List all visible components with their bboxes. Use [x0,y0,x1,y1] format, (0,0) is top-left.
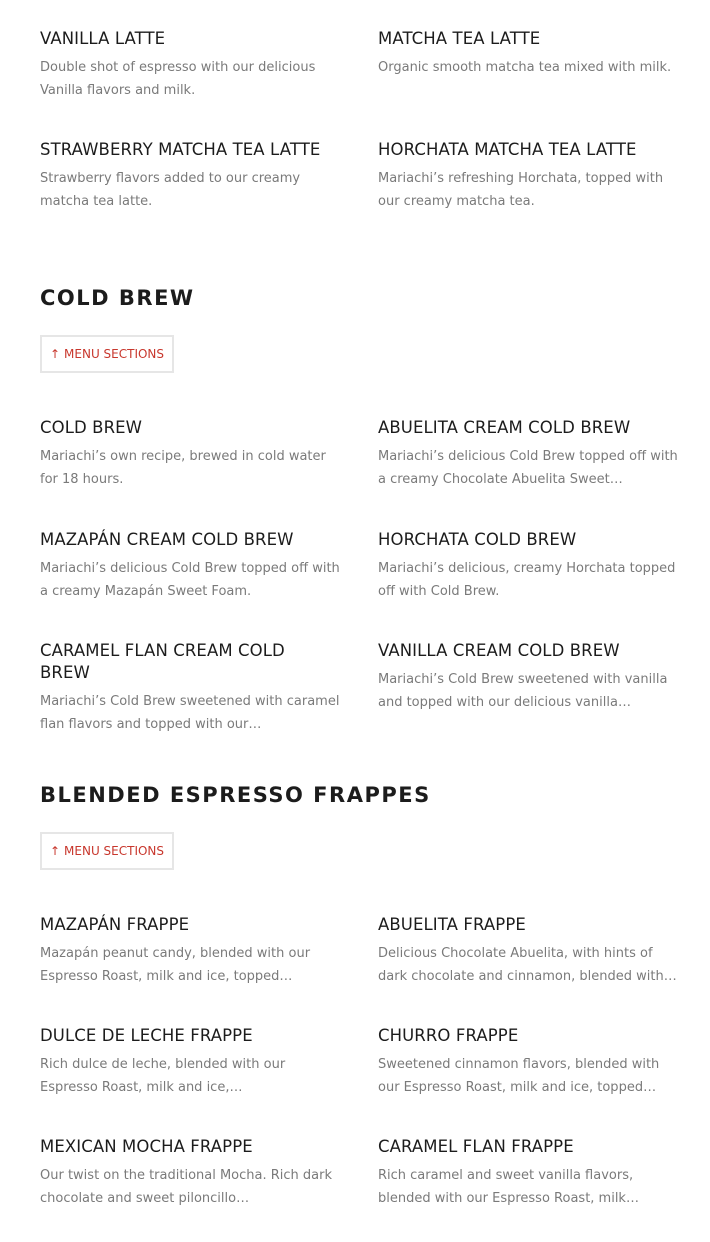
menu-item[interactable] [378,28,678,139]
menu-item[interactable] [40,640,340,770]
menu-item[interactable] [40,28,340,139]
menu-item[interactable] [40,1025,340,1136]
menu-item-description: Our twist on the traditional Mocha. Rich dark chocolate and sweet piloncillo… [40,1168,333,1206]
menu-item-description: Mariachi’s delicious Cold Brew topped off with a creamy Mazapán Sweet Foam. [40,561,340,599]
section-frappes [40,770,677,1216]
menu-item-description: Strawberry flavors added to our creamy matcha tea latte. [40,171,301,209]
menu-item-description: Delicious Chocolate Abuelita, with hints of dark chocolate and cinnamon, blended with… [378,946,677,984]
menu-item-title[interactable]: DULCE DE LECHE FRAPPE [40,1026,253,1045]
menu-item[interactable] [378,529,678,640]
menu-item-title[interactable]: COLD BREW [40,418,143,437]
menu-item-title[interactable]: HORCHATA MATCHA TEA LATTE [378,140,637,159]
menu-item[interactable] [40,529,340,640]
menu-item-description: Mariachi’s Cold Brew sweetened with vanilla and topped with our delicious vanilla… [378,672,668,710]
menu-sections-button[interactable] [40,335,174,373]
menu-item[interactable] [40,417,340,529]
section-cold-brew [40,267,678,770]
menu-item-title[interactable]: VANILLA LATTE [40,29,166,48]
menu-grid-cold-brew [40,373,678,770]
menu-item-description: Organic smooth matcha tea mixed with milk. [378,60,672,75]
menu-item[interactable] [378,914,678,1025]
menu-sections-label: MENU SECTIONS [64,347,165,361]
menu-item[interactable] [40,914,340,1025]
menu-item-description: Sweetened cinnamon flavors, blended with our Espresso Roast, milk and ice, topped… [378,1057,660,1095]
menu-item-description: Mariachi’s refreshing Horchata, topped with our creamy matcha tea. [378,171,664,209]
menu-item-title[interactable]: MEXICAN MOCHA FRAPPE [40,1137,253,1156]
menu-item-description: Rich caramel and sweet vanilla flavors, blended with our Espresso Roast, milk… [378,1168,639,1206]
menu-sections-button[interactable] [40,832,174,870]
menu-item-description: Double shot of espresso with our delicious Vanilla flavors and milk. [40,60,316,98]
menu-item-description: Mariachi’s Cold Brew sweetened with caramel flan flavors and topped with our… [40,694,340,732]
menu-item-description: Mariachi’s delicious, creamy Horchata topped off with Cold Brew. [378,561,676,599]
menu-grid-lattes [40,0,670,267]
menu-item-title[interactable]: CARAMEL FLAN CREAM COLD BREW [40,641,285,682]
menu-item-title[interactable]: MAZAPÁN FRAPPE [40,915,190,934]
menu-item-title[interactable]: ABUELITA FRAPPE [378,915,526,934]
menu-item-title[interactable]: VANILLA CREAM COLD BREW [378,641,620,660]
menu-item-description: Mariachi’s delicious Cold Brew topped off with a creamy Chocolate Abuelita Sweet… [378,449,678,487]
menu-item-description: Rich dulce de leche, blended with our Espresso Roast, milk and ice,… [40,1057,286,1095]
back-link-wrapper [40,323,670,373]
menu-item-title[interactable]: HORCHATA COLD BREW [378,530,577,549]
menu-grid-frappes [40,870,677,1216]
menu-item[interactable] [40,139,340,267]
back-link-wrapper [40,820,670,870]
arrow-up-icon: ↑ [49,347,61,361]
menu-item-title[interactable]: STRAWBERRY MATCHA TEA LATTE [40,140,321,159]
menu-sections-label: MENU SECTIONS [64,844,165,858]
menu-item-title[interactable]: CARAMEL FLAN FRAPPE [378,1137,574,1156]
menu-item-title[interactable]: CHURRO FRAPPE [378,1026,519,1045]
section-title: COLD BREW [40,286,195,310]
menu-item-title[interactable]: ABUELITA CREAM COLD BREW [378,418,631,437]
arrow-up-icon: ↑ [49,844,61,858]
menu-item[interactable] [40,1136,340,1216]
menu-item[interactable] [378,417,678,529]
menu-item[interactable] [378,1136,678,1216]
menu-item[interactable] [378,1025,678,1136]
menu-item-description: Mariachi’s own recipe, brewed in cold water for 18 hours. [40,449,326,487]
menu-item-title[interactable]: MAZAPÁN CREAM COLD BREW [40,530,294,549]
menu-item-title[interactable]: MATCHA TEA LATTE [378,29,541,48]
menu-item[interactable] [378,139,678,267]
menu-item-description: Mazapán peanut candy, blended with our Espresso Roast, milk and ice, topped… [40,946,311,984]
menu-item[interactable] [378,640,678,770]
section-title: BLENDED ESPRESSO FRAPPES [40,783,431,807]
